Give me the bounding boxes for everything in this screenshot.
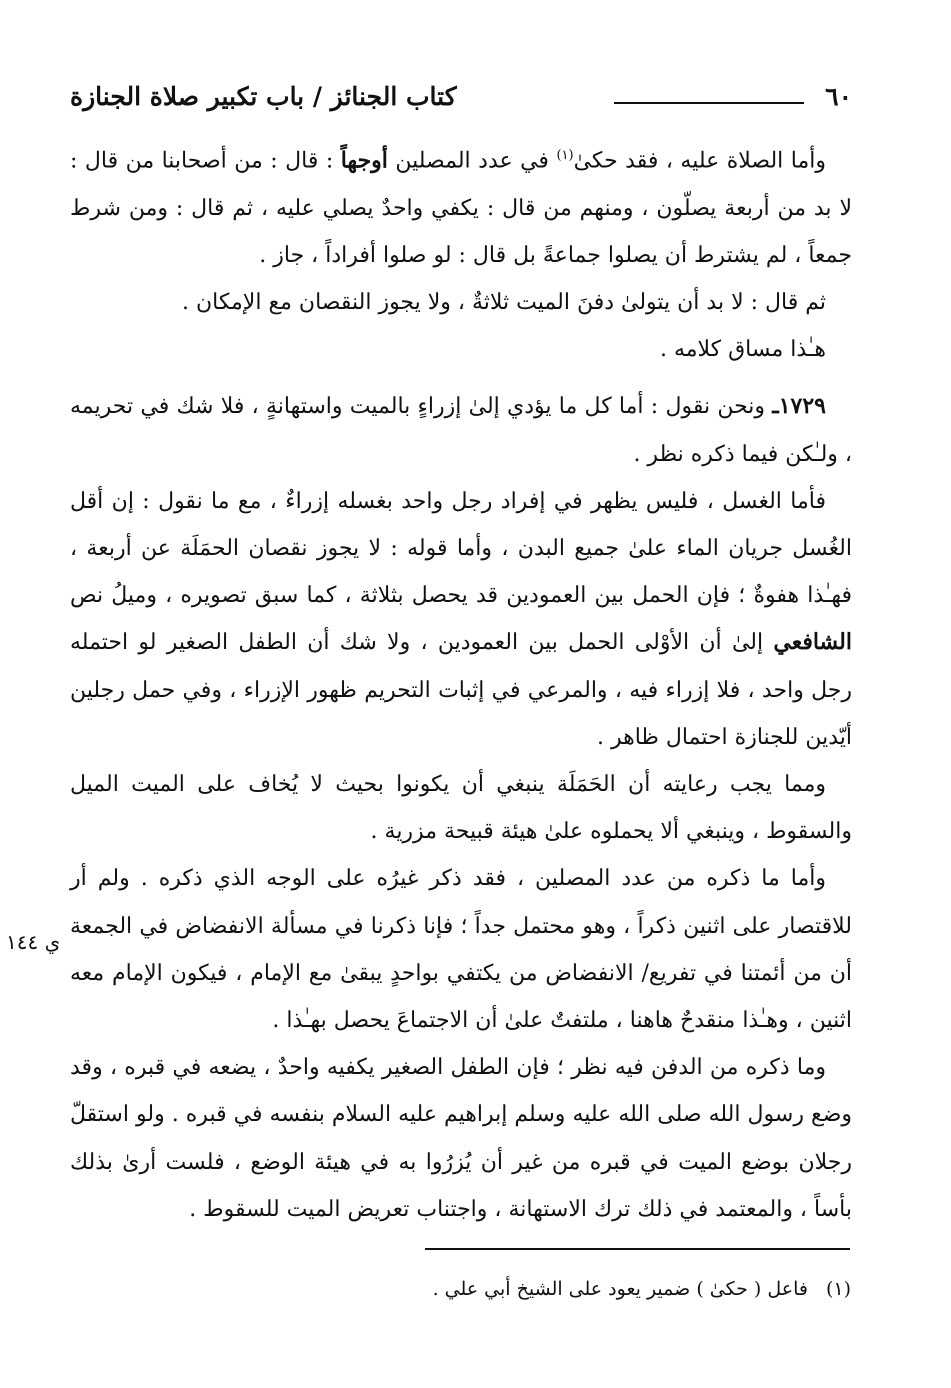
book-page — [70, 82, 852, 1222]
p4-text: ونحن نقول : أما كل ما يؤدي إلىٰ إزراءٍ بالميت واستهانةٍ ، فلا شك في تحريمه ، ولـٰكن فيما ذكره نظر . — [70, 394, 852, 467]
paragraph-4 — [70, 383, 852, 477]
paragraph-5 — [70, 478, 852, 761]
body-text — [70, 132, 852, 1233]
footnote-text: فاعل ( حكىٰ ) ضمير يعود على الشيخ أبي علي . — [432, 1278, 808, 1300]
page-header — [70, 82, 852, 122]
footnote — [433, 1278, 851, 1300]
paragraph-1 — [70, 132, 852, 279]
paragraph-2: ثم قال : لا بد أن يتولىٰ دفنَ الميت ثلاثةٌ ، ولا يجوز النقصان مع الإمكان . — [182, 289, 826, 315]
page-number: ٦٠ — [825, 82, 852, 111]
header-rule — [614, 102, 804, 104]
p5-bold-name: الشافعي — [773, 629, 852, 656]
p1-text-c: : قال : من أصحابنا من قال : لا بد من أربعة يصلّون ، ومنهم من قال : يكفي واحدٌ يصلي عليه ، ثم قال : ومن شرط جمعاً ، لم يشترط أن يصلوا جماعةً بل قال : لو صلوا أفراداً ، جاز . — [70, 148, 852, 268]
issue-number: ١٧٢٩ـ — [772, 393, 826, 420]
running-title: كتاب الجنائز / باب تكبير صلاة الجنازة — [70, 82, 457, 111]
paragraph-3: هـٰذا مساق كلامه . — [659, 337, 826, 363]
p5-text-b: إلىٰ أن الأوْلى الحمل بين العمودين ، ولا شك أن الطفل الصغير لو احتمله رجل واحد ، فلا إزراء فيه ، والمرعي في إثبات التحريم ظهور الإزراء ، وفي حمل رجلين أيّدين للجنازة احتمال ظاهر . — [70, 630, 852, 750]
paragraph-6: ومما يجب رعايته أن الحَمَلَة ينبغي أن يكونوا بحيث لا يُخاف على الميت الميل والسقوط ، وينبغي ألا يحملوه علىٰ هيئة قبيحة مزرية . — [70, 771, 852, 845]
p1-bold-term: أوجهاً — [340, 147, 388, 174]
footnote-rule — [425, 1248, 850, 1250]
manuscript-margin-note: ي ١٤٤ — [6, 930, 61, 954]
paragraph-8: وما ذكره من الدفن فيه نظر ؛ فإن الطفل الصغير يكفيه واحدٌ ، يضعه في قبره ، وقد وضع رسول الله صلى الله عليه وسلم إبراهيم عليه السلام بنفسه في قبره . ولو استقلّ رجلان بوضع الميت في قبره من غير أن يُزرُوا به في هيئة الوضع ، فلست أرىٰ بذلك بأساً ، والمعتمد في ذلك ترك الاستهانة ، واجتناب تعريض الميت للسقوط . — [70, 1055, 852, 1222]
p5-text-a: فأما الغسل ، فليس يظهر في إفراد رجل واحد بغسله إزراءٌ ، مع ما نقول : إن أقل الغُسل جريان الماء علىٰ جميع البدن ، وأما قوله : لا يجوز نقصان الحمَلَة عن أربعة ، فهـٰذا هفوةٌ ؛ فإن الحمل بين العمودين قد يحصل بثلاثة ، كما سبق تصويره ، وميلُ نص — [70, 488, 852, 609]
footnote-marker: (١) — [825, 1278, 851, 1300]
paragraph-7: وأما ما ذكره من عدد المصلين ، فقد ذكر غيرُه على الوجه الذي ذكره . ولم أر للاقتصار على اثنين ذكراً ، وهو محتمل جداً ؛ فإنا ذكرنا في مسألة الانفضاض في الجمعة أن من أئمتنا في تفريع/ الانفضاض من يكتفي بواحدٍ يبقىٰ مع الإمام ، فيكون الإمام معه اثنين ، وهـٰذا منقدحٌ هاهنا ، ملتفتٌ علىٰ أن الاجتماعَ يحصل بهـٰذا . — [70, 866, 852, 1033]
p1-text-a: وأما الصلاة عليه ، فقد حكىٰ — [573, 148, 826, 174]
footnote-reference: (١) — [556, 148, 574, 163]
p1-text-b: في عدد المصلين — [387, 148, 557, 174]
